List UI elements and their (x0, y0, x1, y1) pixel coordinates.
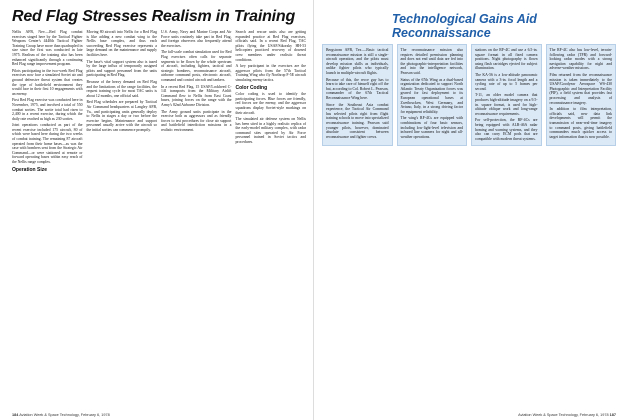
paragraph: In addition to film interpretation, officials said, new data link developments will permit the transmission of near-real-time imagery to command posts, giving battlefield commanders much quicker access to target information than is now possible. (549, 107, 612, 139)
paragraph: T-11, an older model camera that produces high-altitude imagery on a 9.5-in. square format, is used for high-altitude oblique work and long-range reconnaissance requirements. (475, 93, 538, 116)
paragraph: The KA-56 is a low-altitude panoramic camera with a 3-in. focal length and a cycling rate of up to 5 frames per second. (475, 72, 538, 91)
paragraph: The Army ground units participate in the exercise both as aggressors and as friendly forces to test procedures for close air support and battlefield interdiction missions in a realistic environment. (161, 109, 232, 132)
paragraph: Color coding is used to identify the participating forces. Blue forces are friendly, red forces are the enemy, and the aggressor squadrons display Soviet-style markings on their aircraft. (235, 92, 306, 115)
paragraph: Since the Southeast Asia combat experience, the Tactical Air Command has selected pilots right from flight training schools to move into specialized reconnaissance training. Pearson said younger pilots, however, dominated absolute consistent between reconnaissance and fighter crews. (326, 102, 389, 139)
left-column-3 (161, 30, 232, 174)
paragraph: Joint operations conducted as part of the recent exercise included 175 aircraft, 80 of which were based here during the two weeks of combat training. The remaining 87 aircraft operated from their home bases—as was the case with bombers sent from the Strategic Air Command—or were stationed at remote or forward operating bases within easy reach of the Nellis range complex. (12, 123, 83, 165)
right-footer (518, 413, 616, 417)
paragraph: The wing's RF-4Cs are equipped with combinations of four basic sensors, including low-light-level television and infrared line scanners for night and all-weather operations. (400, 116, 463, 139)
right-column-2 (397, 44, 468, 146)
page-number: 187 (609, 413, 616, 417)
section-heading: Operation Size (12, 166, 48, 173)
paragraph: First Red Flag exercise was conducted here in November, 1975, and involved a total of 550 combat sorties. The sortie total had risen to 2,400 in a recent exercise, during which the daily rate reached as high as 230 sorties. (12, 98, 83, 121)
section-heading: Color Coding (235, 84, 268, 91)
paragraph: U.S. Army, Navy and Marine Corps and Air Force units routinely take part in Red Flag, and foreign observers also frequently attend the exercises. (161, 30, 232, 48)
right-page (314, 0, 628, 420)
paragraph: Because of this, the recce guy has to learn to take care of himself right off the bat, according to Col. Robert L. Pearson, commander of the 67th Tactical Reconnaissance Wing here. (326, 77, 389, 100)
paragraph: A key participant in the exercises are the aggressor pilots from the 57th Tactical Training Wing who fly Northrop F-5E aircraft simulating enemy tactics. (235, 64, 306, 82)
paragraph: Because of the heavy demand on Red Flag and the limitations of the range facilities, the request training cycle for most TAC units is about 12 months, one official said. (86, 79, 157, 98)
right-column-4 (546, 44, 617, 146)
paragraph: stations on the RF-4C and use a 6.5-in. square format in all fixed camera positions. Night photography is flown using flash cartridges ejected for subject illumination. (475, 48, 538, 71)
page-number: 184 (12, 413, 19, 417)
paragraph: Status of the 67th Wing as a dual-based organization dedicated to support North Atlantic Treaty Organization forces was geared for fast deployment to its European operational bases at Zweibrucken, West Germany, and Aviano, Italy, in a strong driving factor for equipment reliability. (400, 77, 463, 114)
paragraph: The base's vital support system also is taxed by the large influx of temporarily assigned pilots and support personnel from the units participating in Red Flag. (86, 59, 157, 78)
left-column-4 (236, 30, 307, 174)
left-column-2 (87, 30, 158, 174)
right-column-1 (322, 44, 393, 146)
right-column-3 (471, 44, 542, 146)
left-footer (12, 413, 110, 417)
paragraph: Moving 80 aircraft into Nellis for a Red Flag is like adding a new combat wing to the Nellis base complex, and thus each succeeding Red Flag exercise represents a large demand on the maintenance and supply facilities here. (86, 30, 157, 57)
footer-text: Aviation Week & Space Technology, February 6, 1978 (518, 413, 609, 417)
paragraph: The reconnaissance mission also requires detailed premission planning and does not end until data are fed into the photographic-interpretation facilities and into the intelligence network, Pearson said. (400, 48, 463, 75)
paragraph: The fall-scale combat simulation used for Red Flag exercises often calls for separate segments to be flown by the whole spectrum of aircraft, including fighters, tactical and strategic bombers, reconnaissance aircraft, airborne command posts, electronic aircraft, command and control aircraft and tankers. (161, 50, 232, 82)
paragraph: The simulated air defense system on Nellis has been sited in a highly realistic replica of the early-model military complex, with radar command sites operated by Air Force personnel trained in Soviet tactics and procedures. (235, 117, 306, 145)
paragraph: Bergstrom AFB, Tex.—Basic tactical reconnaissance mission is still a single-aircraft operation, and the pilots must develop mission skills as individuals, unlike fighter pilots who typically launch in multiple-aircraft flights. (326, 48, 389, 75)
paragraph: In a recent Red Flag, 15 USAF/Lockheed C-141 transports from the Military Airlift Command flew to Nellis from East Coast bases, joining forces on the range with the Army's 82nd Airborne Division. (161, 84, 232, 107)
footer-text: Aviation Week & Space Technology, February 6, 1978 (19, 413, 110, 417)
paragraph: Nellis AFB, Nev.—Red Flag combat exercises staged here by the Tactical Fighter Weapons Center's 4440th Tactical Fighter Training Group have more than quadrupled in size since the first was conducted in late 1975. Realism of the training also has been enhanced significantly through a continuing Red Flag range improvement program. (12, 30, 83, 67)
paragraph: Red Flag schedules are prepared by Tactical Air Command headquarters at Langley AFB, Va., and participating units generally deploy to Nellis in stages a day or two before the exercise begins. Maintenance and support personnel usually arrive with the aircraft so the initial sorties can commence promptly. (86, 100, 157, 132)
paragraph: Search and rescue units also are getting expanded practice at Red Flag exercises, officials said. In a recent Red Flag, TAC pilots flying the USAF/Sikorsky HH-53 helicopters practiced recovery of downed crew members under realistic threat conditions. (235, 30, 306, 62)
left-article-title: Red Flag Stresses Realism in Training (12, 8, 296, 25)
paragraph: Pilots participating in the two-week Red Flag exercises now face a simulated Soviet air and ground defensive threat system that creates the type of battlefield environment they would face in their first 10 engagements with an enemy. (12, 68, 83, 96)
paragraph: Film returned from the reconnaissance mission is taken immediately to the USAF/Goodyear Aerospace WS-430 Photographic and Interpretation Facility (PIF), a field system that provides fast processing and analysis of reconnaissance imagery. (549, 72, 612, 105)
left-column-1 (12, 30, 83, 174)
paragraph: The RF-4C also has low-level, terrain-following radar (TFR) and forward-looking radar modes with a strong navigation capability for night and adverse-weather missions. (549, 48, 612, 71)
right-article-title: Technological Gains Aid Reconnaissance (392, 12, 537, 40)
paragraph: For self-protection, the RF-4Cs are being equipped with ALR-46A radar homing and warning systems, and they also can carry ECM pods that are compatible with modern threat systems. (475, 118, 538, 141)
right-columns (322, 44, 616, 146)
left-columns (12, 30, 306, 174)
